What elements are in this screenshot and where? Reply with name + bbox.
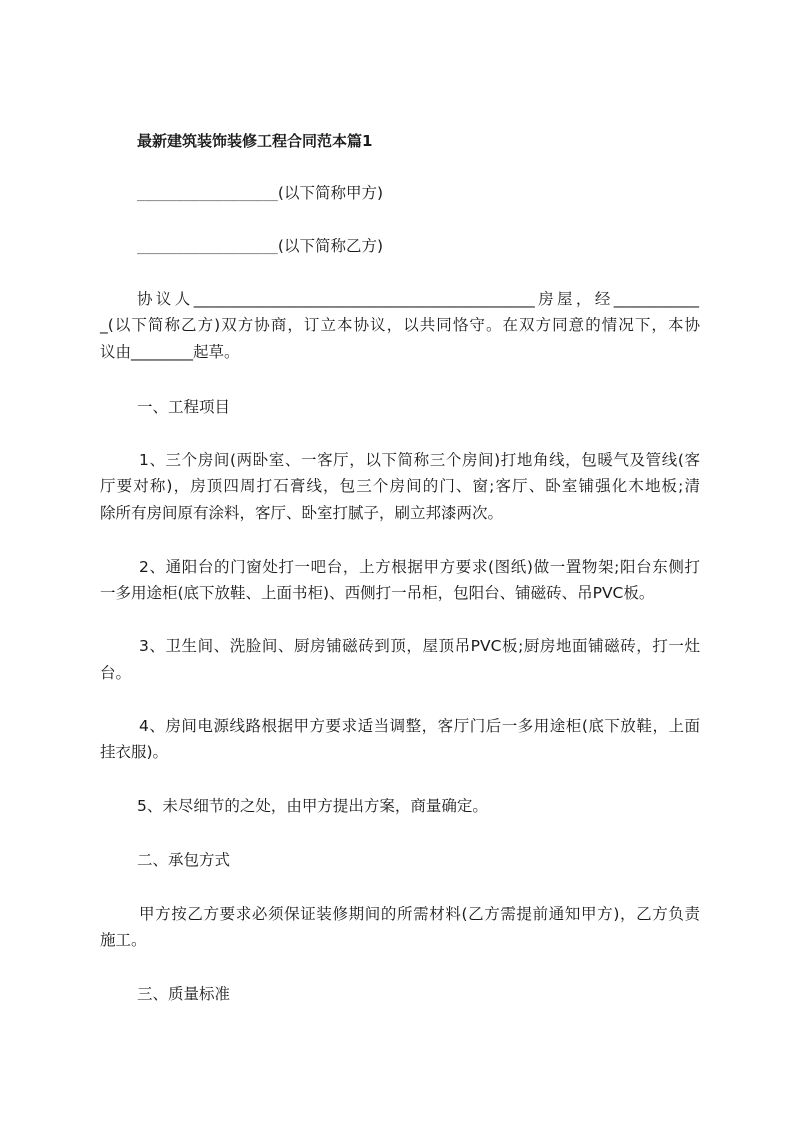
section-3-heading: 三、质量标准 bbox=[137, 985, 231, 1003]
party-b-label: (以下简称乙方) bbox=[277, 237, 383, 255]
item-4-line-1: 4、房间电源线路根据甲方要求适当调整，客厅门后一多用途柜(底下放鞋，上面 bbox=[139, 717, 700, 735]
section-2-line-2: 施工。 bbox=[100, 931, 147, 949]
item-1-line-3: 除所有房间原有涂料，客厅、卧室打腻子，刷立邦漆两次。 bbox=[100, 504, 504, 522]
party-b-blank: __________________ bbox=[137, 240, 278, 255]
agreement-line-3: 议由________起草。 bbox=[100, 343, 240, 361]
party-a-blank: __________________ bbox=[137, 187, 278, 202]
item-5-line-1: 5、未尽细节的之处，由甲方提出方案，商量确定。 bbox=[137, 797, 488, 815]
section-2-heading: 二、承包方式 bbox=[137, 851, 231, 869]
party-a-line bbox=[137, 182, 747, 206]
item-1-line-2: 厅要对称)，房顶四周打石膏线，包三个房间的门、窗;客厅、卧室铺强化木地板;清 bbox=[100, 477, 700, 495]
item-3-line-1: 3、卫生间、洗脸间、厨房铺磁砖到顶，屋顶吊PVC板;厨房地面铺磁砖，打一灶 bbox=[139, 637, 700, 655]
item-2-line-1: 2、通阳台的门窗处打一吧台，上方根据甲方要求(图纸)做一置物架;阳台东侧打 bbox=[139, 558, 700, 576]
item-4-line-2: 挂衣服)。 bbox=[100, 743, 169, 761]
document-title: 最新建筑装饰装修工程合同范本篇1 bbox=[137, 132, 373, 150]
party-a-label: (以下简称甲方) bbox=[277, 184, 383, 202]
agreement-line-2: _(以下简称乙方)双方协商，订立本协议，以共同恪守。在双方同意的情况下，本协 bbox=[100, 316, 700, 334]
party-b-line bbox=[137, 235, 747, 259]
item-3-line-2: 台。 bbox=[100, 664, 132, 682]
item-2-line-2: 一多用途柜(底下放鞋、上面书柜)、西侧打一吊柜，包阳台、铺磁砖、吊PVC板。 bbox=[100, 584, 655, 602]
item-1-line-1: 1、三个房间(两卧室、一客厅，以下简称三个房间)打地角线，包暖气及管线(客 bbox=[139, 451, 700, 469]
section-2-line-1: 甲方按乙方要求必须保证装修期间的所需材料(乙方需提前通知甲方)，乙方负责 bbox=[139, 905, 700, 923]
agreement-line-1: 协议人____________________________________________房屋，经___________ bbox=[137, 290, 699, 308]
section-1-heading: 一、工程项目 bbox=[137, 398, 231, 416]
